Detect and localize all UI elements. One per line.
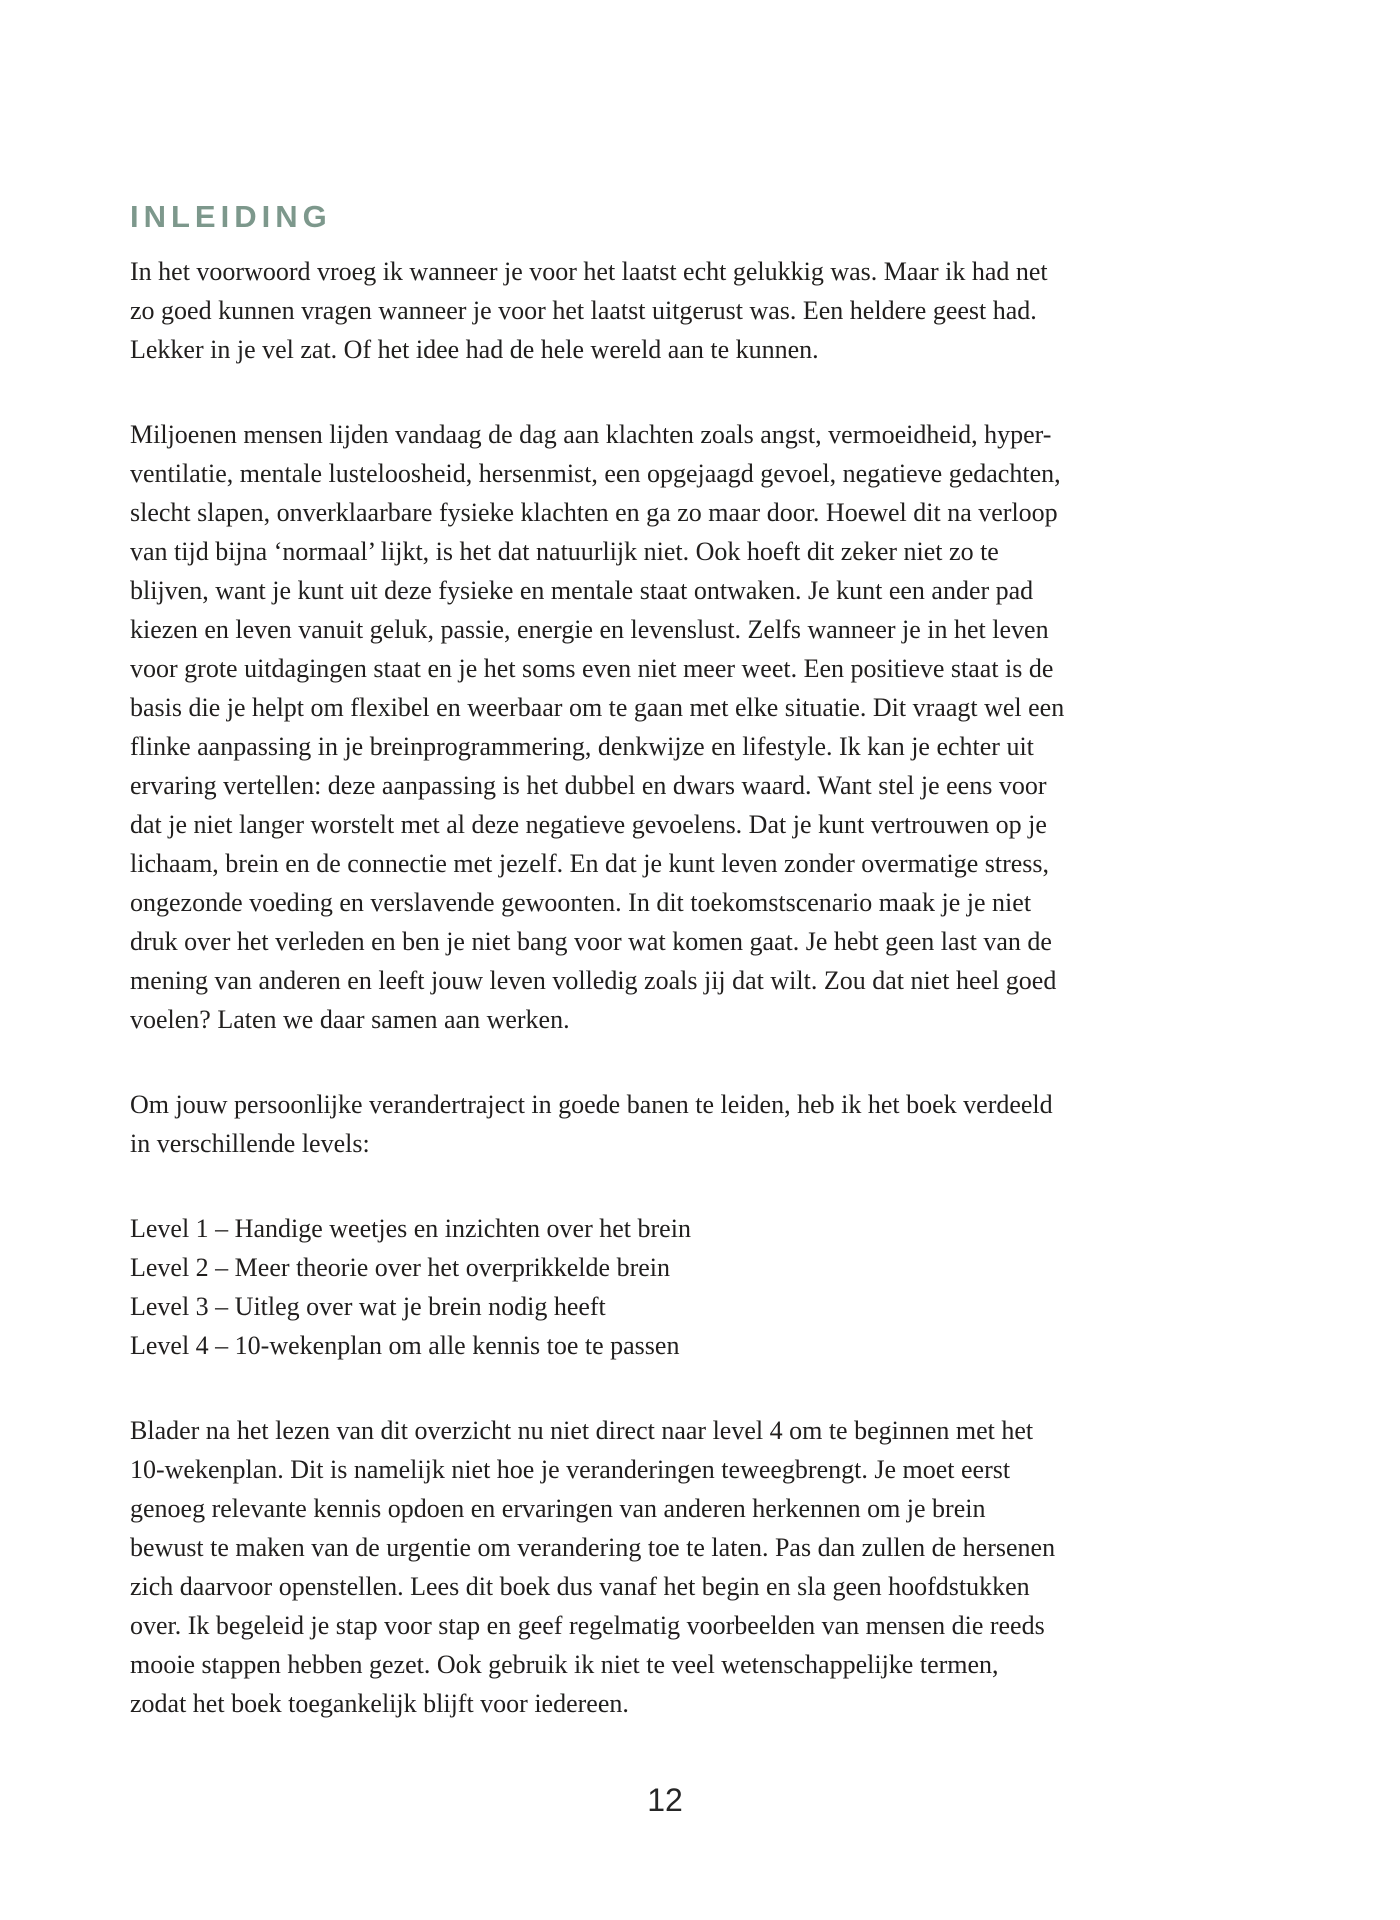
paragraph-line: lichaam, brein en de connectie met jezelf. En dat je kunt leven zonder overmatige stress, (130, 849, 1050, 878)
paragraph-line: bewust te maken van de urgentie om verandering toe te laten. Pas dan zullen de hersenen (130, 1533, 1056, 1562)
paragraph-leesadvies (130, 1411, 1200, 1723)
paragraph-line: dat je niet langer worstelt met al deze negatieve gevoelens. Dat je kunt vertrouwen op je (130, 810, 1047, 839)
paragraph-line: Om jouw persoonlijke verandertraject in goede banen te leiden, heb ik het boek verdeeld (130, 1090, 1053, 1119)
chapter-heading: INLEIDING (130, 198, 332, 234)
paragraph-line: Miljoenen mensen lijden vandaag de dag aan klachten zoals angst, vermoeidheid, hyper- (130, 420, 1052, 449)
paragraph-line: blijven, want je kunt uit deze fysieke en mentale staat ontwaken. Je kunt een ander pad (130, 576, 1034, 605)
paragraph-line: kiezen en leven vanuit geluk, passie, energie en levenslust. Zelfs wanneer je in het leven (130, 615, 1049, 644)
paragraph-line: van tijd bijna ‘normaal’ lijkt, is het dat natuurlijk niet. Ook hoeft dit zeker niet zo te (130, 537, 999, 566)
paragraph-line: genoeg relevante kennis opdoen en ervaringen van anderen herkennen om je brein (130, 1494, 986, 1523)
page-number: 12 (647, 1782, 683, 1818)
paragraph-line: 10-wekenplan. Dit is namelijk niet hoe je veranderingen teweegbrengt. Je moet eerst (130, 1455, 1011, 1484)
text-column (130, 252, 1200, 1723)
paragraph-line: In het voorwoord vroeg ik wanneer je voor het laatst echt gelukkig was. Maar ik had net (130, 257, 1048, 286)
paragraph-line: voelen? Laten we daar samen aan werken. (130, 1005, 570, 1034)
paragraph-line: in verschillende levels: (130, 1129, 370, 1158)
paragraph-line: mening van anderen en leeft jouw leven volledig zoals jij dat wilt. Zou dat niet heel goed (130, 966, 1057, 995)
paragraph-line: flinke aanpassing in je breinprogrammering, denkwijze en lifestyle. Ik kan je echter uit (130, 732, 1034, 761)
list-item: Level 3 – Uitleg over wat je brein nodig heeft (130, 1292, 606, 1321)
paragraph-line: mooie stappen hebben gezet. Ook gebruik ik niet te veel wetenschappelijke termen, (130, 1650, 999, 1679)
list-item: Level 4 – 10-wekenplan om alle kennis toe te passen (130, 1331, 680, 1360)
levels-list (130, 1209, 1200, 1365)
paragraph-line: druk over het verleden en ben je niet bang voor wat komen gaat. Je hebt geen last van de (130, 927, 1052, 956)
list-item: Level 2 – Meer theorie over het overprikkelde brein (130, 1253, 670, 1282)
paragraph-line: zich daarvoor openstellen. Lees dit boek dus vanaf het begin en sla geen hoofdstukken (130, 1572, 1030, 1601)
paragraph-line: ervaring vertellen: deze aanpassing is het dubbel en dwars waard. Want stel je eens voor (130, 771, 1047, 800)
paragraph-voorwoord (130, 252, 1200, 369)
paragraph-line: over. Ik begeleid je stap voor stap en geef regelmatig voorbeelden van mensen die reeds (130, 1611, 1045, 1640)
paragraph-line: Blader na het lezen van dit overzicht nu niet direct naar level 4 om te beginnen met het (130, 1416, 1034, 1445)
paragraph-levels-intro (130, 1085, 1200, 1163)
paragraph-line: ventilatie, mentale lusteloosheid, hersenmist, een opgejaagd gevoel, negatieve gedachten, (130, 459, 1061, 488)
paragraph-line: basis die je helpt om flexibel en weerbaar om te gaan met elke situatie. Dit vraagt wel een (130, 693, 1065, 722)
paragraph-klachten (130, 415, 1200, 1039)
paragraph-line: zodat het boek toegankelijk blijft voor iedereen. (130, 1689, 629, 1718)
paragraph-line: zo goed kunnen vragen wanneer je voor het laatst uitgerust was. Een heldere geest had. (130, 296, 1037, 325)
list-item: Level 1 – Handige weetjes en inzichten over het brein (130, 1214, 691, 1243)
paragraph-line: voor grote uitdagingen staat en je het soms even niet meer weet. Een positieve staat is de (130, 654, 1054, 683)
paragraph-line: Lekker in je vel zat. Of het idee had de hele wereld aan te kunnen. (130, 335, 819, 364)
paragraph-line: slecht slapen, onverklaarbare fysieke klachten en ga zo maar door. Hoewel dit na verloop (130, 498, 1058, 527)
paragraph-line: ongezonde voeding en verslavende gewoonten. In dit toekomstscenario maak je je niet (130, 888, 1032, 917)
